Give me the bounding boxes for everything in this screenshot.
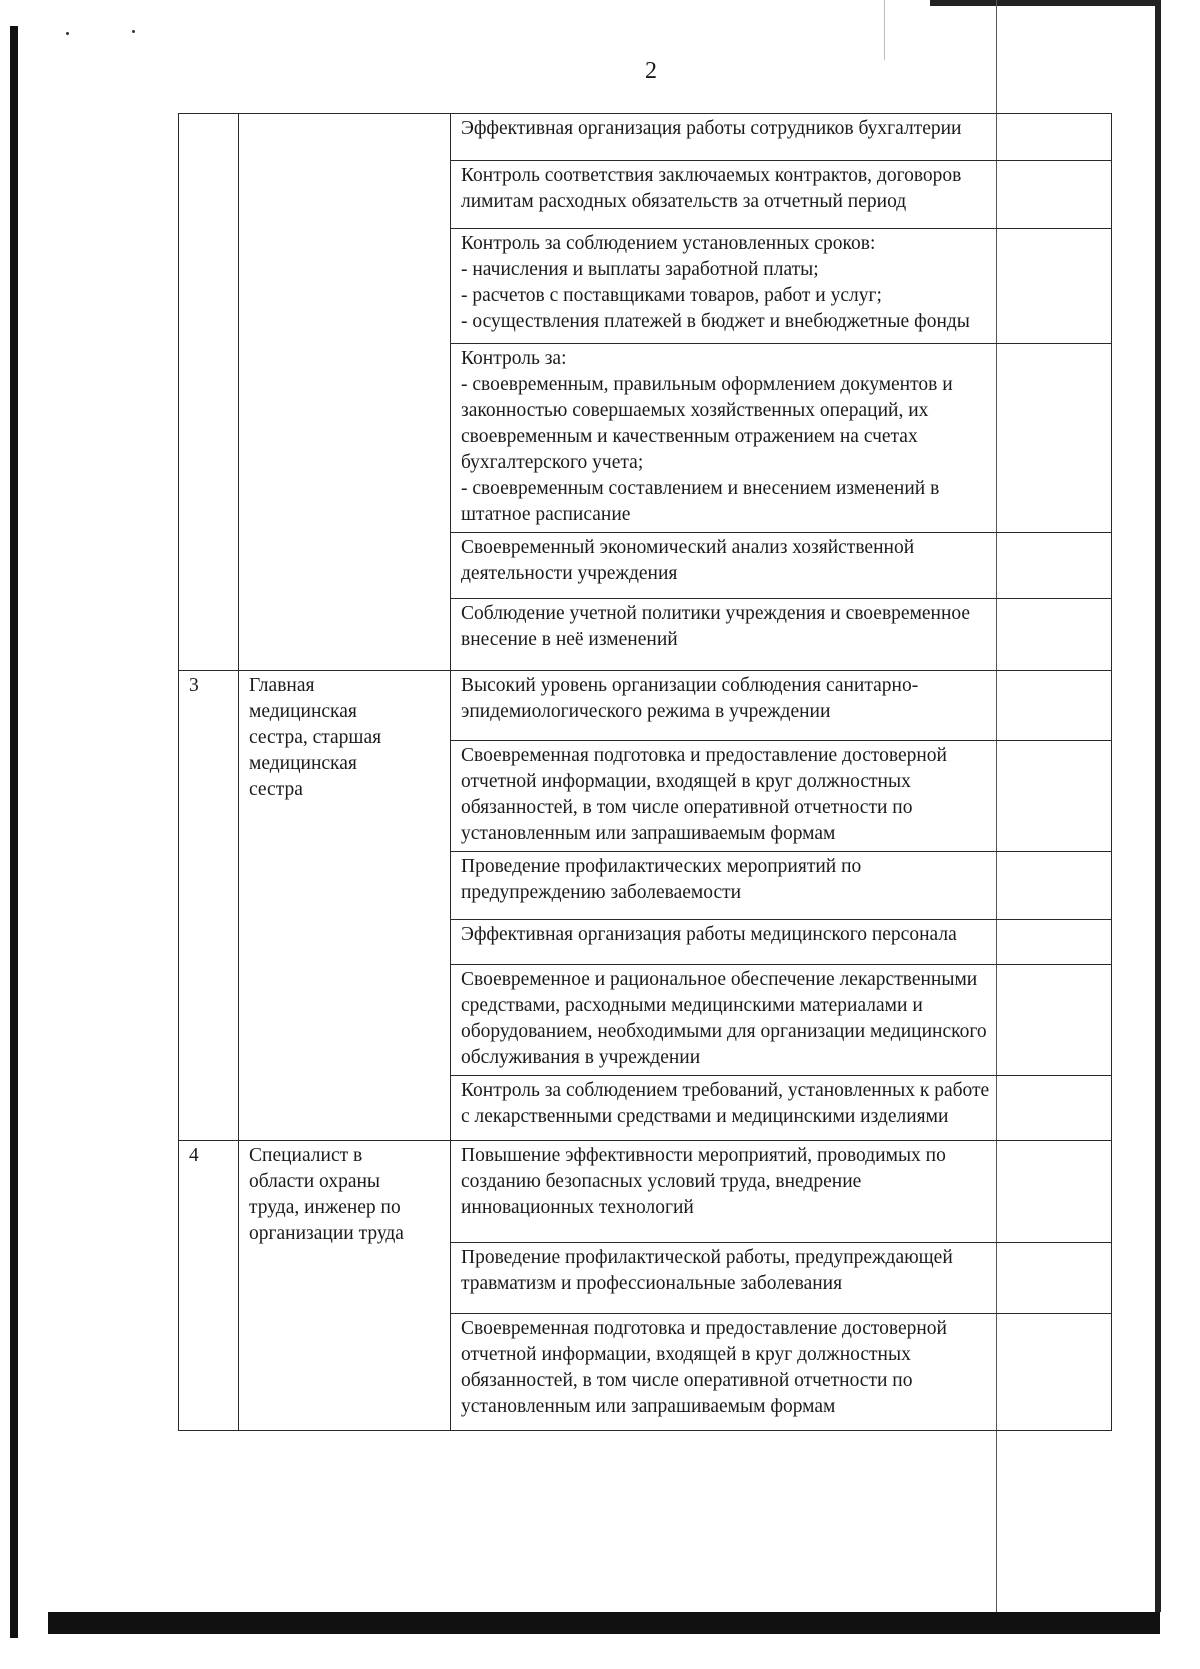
text-line: труда, инженер по xyxy=(249,1197,401,1218)
text-line: созданию безопасных условий труда, внедрение xyxy=(461,1171,862,1192)
text-line: Своевременное и рациональное обеспечение лекарственными xyxy=(461,969,978,990)
table-row xyxy=(179,114,1112,161)
row-number-cell: 3 xyxy=(179,671,239,1141)
text-line: эпидемиологического режима в учреждении xyxy=(461,701,831,722)
text-line: установленным или запрашиваемым формам xyxy=(461,1396,836,1417)
text-line: Проведение профилактических мероприятий по xyxy=(461,856,862,877)
position-cell xyxy=(239,671,451,1141)
text-line: Высокий уровень организации соблюдения санитарно- xyxy=(461,675,919,696)
page-number: 2 xyxy=(645,58,657,84)
criterion-cell xyxy=(451,965,1112,1076)
criterion-cell xyxy=(451,599,1112,671)
scan-artifact-dot xyxy=(66,32,69,35)
criteria-table xyxy=(178,113,1112,1431)
text-line: травматизм и профессиональные заболевания xyxy=(461,1273,843,1294)
criterion-cell xyxy=(451,114,1112,161)
text-line: штатное расписание xyxy=(461,504,631,525)
text-line: - своевременным составлением и внесением изменений в xyxy=(461,478,940,499)
text-line: инновационных технологий xyxy=(461,1197,694,1218)
text-line: организации труда xyxy=(249,1223,404,1244)
text-line: с лекарственными средствами и медицинскими изделиями xyxy=(461,1106,949,1127)
text-line: Соблюдение учетной политики учреждения и своевременное xyxy=(461,603,971,624)
table-row xyxy=(179,1141,1112,1243)
criterion-cell xyxy=(451,344,1112,533)
criterion-cell xyxy=(451,671,1112,741)
text-line: средствами, расходными медицинскими материалами и xyxy=(461,995,923,1016)
position-cell xyxy=(239,1141,451,1431)
text-line: отчетной информации, входящей в круг должностных xyxy=(461,1344,911,1365)
text-line: Главная xyxy=(249,675,315,696)
text-line: - начисления и выплаты заработной платы; xyxy=(461,259,819,280)
text-line: медицинская xyxy=(249,701,357,722)
text-line: Контроль соответствия заключаемых контрактов, договоров xyxy=(461,165,962,186)
criterion-cell xyxy=(451,741,1112,852)
text-line: обязанностей, в том числе оперативной отчетности по xyxy=(461,797,913,818)
text-line: Контроль за: xyxy=(461,348,567,369)
criterion-cell xyxy=(451,533,1112,599)
text-line: отчетной информации, входящей в круг должностных xyxy=(461,771,911,792)
text-line: Своевременный экономический анализ хозяйственной xyxy=(461,537,915,558)
text-line: Проведение профилактической работы, предупреждающей xyxy=(461,1247,953,1268)
scan-border-bottom xyxy=(48,1612,1160,1634)
criterion-cell xyxy=(451,852,1112,920)
criterion-cell xyxy=(451,1243,1112,1314)
text-line: медицинская xyxy=(249,753,357,774)
position-cell xyxy=(239,114,451,671)
text-line: лимитам расходных обязательств за отчетный период xyxy=(461,191,907,212)
text-line: - расчетов с поставщиками товаров, работ и услуг; xyxy=(461,285,882,306)
text-line: Эффективная организация работы медицинского персонала xyxy=(461,924,957,945)
text-line: сестра, старшая xyxy=(249,727,382,748)
text-line: бухгалтерского учета; xyxy=(461,452,644,473)
scan-border-top xyxy=(930,0,1158,6)
text-line: внесение в неё изменений xyxy=(461,629,678,650)
text-line: оборудованием, необходимыми для организации медицинского xyxy=(461,1021,987,1042)
criterion-cell xyxy=(451,1314,1112,1431)
table-row xyxy=(179,671,1112,741)
criterion-cell xyxy=(451,1076,1112,1141)
row-number-cell: 4 xyxy=(179,1141,239,1431)
criterion-cell xyxy=(451,1141,1112,1243)
text-line: деятельности учреждения xyxy=(461,563,678,584)
text-line: своевременным и качественным отражением на счетах xyxy=(461,426,918,447)
text-line: предупреждению заболеваемости xyxy=(461,882,742,903)
text-line: Контроль за соблюдением требований, установленных к работе xyxy=(461,1080,990,1101)
scan-border-left xyxy=(10,26,18,1638)
text-line: Своевременная подготовка и предоставление достоверной xyxy=(461,1318,947,1339)
scan-border-right xyxy=(1155,0,1161,1612)
text-line: обслуживания в учреждении xyxy=(461,1047,701,1068)
criterion-cell xyxy=(451,920,1112,965)
text-line: Контроль за соблюдением установленных сроков: xyxy=(461,233,876,254)
text-line: установленным или запрашиваемым формам xyxy=(461,823,836,844)
text-line: - своевременным, правильным оформлением документов и xyxy=(461,374,953,395)
text-line: Специалист в xyxy=(249,1145,363,1166)
text-line: области охраны xyxy=(249,1171,381,1192)
text-line: Своевременная подготовка и предоставление достоверной xyxy=(461,745,947,766)
text-line: - осуществления платежей в бюджет и внебюджетные фонды xyxy=(461,311,970,332)
criterion-cell xyxy=(451,229,1112,344)
criterion-cell xyxy=(451,161,1112,229)
text-line: сестра xyxy=(249,779,303,800)
text-line: законностью совершаемых хозяйственных операций, их xyxy=(461,400,929,421)
text-line: Эффективная организация работы сотрудников бухгалтерии xyxy=(461,118,962,139)
scan-artifact-line xyxy=(884,0,885,60)
row-number-cell xyxy=(179,114,239,671)
scan-artifact-dot xyxy=(132,30,135,33)
text-line: Повышение эффективности мероприятий, проводимых по xyxy=(461,1145,946,1166)
text-line: обязанностей, в том числе оперативной отчетности по xyxy=(461,1370,913,1391)
